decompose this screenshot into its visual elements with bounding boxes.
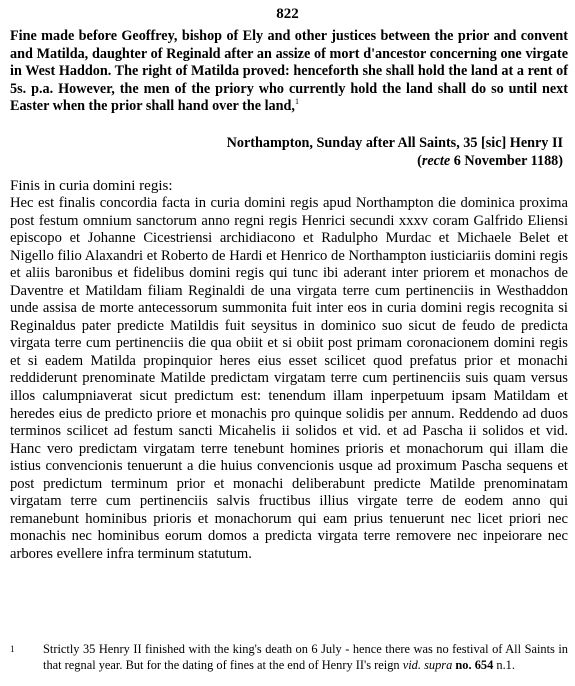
place-and-date [227, 135, 563, 170]
charter-text: Hec est finalis concordia facta in curia domini regis apud Northampton die dominica proxima post festum omnium sanctorum anno regni regis Henrici secundi xxxv coram Galfrido Eliensi episcopo et Johanne Cicestriensi archidiacono et Radulpho Murdac et Michaele Belet et Nigello filio Alaxandri et Roberto de Hardi et Henrico de Northampton iusticiariis domini regis et aliis baronibus et fidelibus domini regis qui tunc ibi aderant inter priorem et monachos de Daventre et Matildam filiam Reginaldi de una virgata terre cum pertinenciis in Westhaddon unde assisa de morte antecessorum summonita fuit inter eos in curia domini regis recognita si Reginaldus pater predicte Matildis fuit seysitus in dominico suo sicut de feudo de predicta virgata terre cum pertinenciis die qua obiit et si obiit post primam coronacionem domini regis et si eadem Matilda propinquior heres eius esset scilicet quod prefatus prior et monachi reddiderunt prenominate Matilde predictam virgatam terre cum pertinenciis suis quam versus illos calumpniaverat sicut predictum est: tenendum illam inperpetuum ipsam Matildam et heredes eius de predicto priore et monachis pro quinque solidis per annum. Reddendo ad duos terminos scilicet ad festum sancti Micahelis ii solidos et vid. et ad Pascha ii solidos et vid. Hanc vero predictam virgatam terre tenebunt homines prioris et monachorum qui illam die istius convencionis tenuerunt a die huius convencionis usque ad proximum Pascha sequens et post predictum terminum prior et monachi deliberabunt predicte Matilde prenominatam virgatam terre cum pertinenciis salvis fructibus illius virgate terre de eodem anno qui remanebunt hominibus prioris et monachorum qui eam prius tenuerunt nec licet priori nec monachis nec hominibus eorum domos a predicta virgata terre removere nec inpeiorare nec arbores evellere infra terminum statutum. [10, 195, 568, 562]
footnote-text [43, 641, 568, 673]
entry-summary [10, 28, 568, 116]
footnote-vid-supra: vid. supra [402, 658, 453, 672]
footnote-reference: 1 [294, 97, 299, 106]
footnote-no-label: no. 654 [452, 658, 494, 672]
charter-heading: Finis in curia domini regis: [10, 178, 173, 194]
footnote-text-a: Strictly 35 Henry II finished with the king's death on 6 July - hence there was no festival of All Saints in that regnal year. But for the dating of fines at the end of Henry II's reign [43, 642, 568, 672]
footnote-text-b: n.1. [493, 658, 515, 672]
page-number: 822 [276, 6, 299, 22]
date-open-paren: ( [417, 152, 422, 169]
date-rest: 6 November 1188) [450, 152, 563, 169]
footnote-mark: 1 [10, 644, 15, 654]
place-line: Northampton, Sunday after All Saints, 35 [sic] Henry II [226, 135, 563, 151]
recte-word: recte [421, 152, 451, 169]
footnote [10, 641, 568, 673]
summary-text: Fine made before Geoffrey, bishop of Ely and other justices between the prior and convent and Matilda, daughter of Reginald after an assize of mort d'ancestor concerning one virgate in West Haddon. The right of Matilda proved: henceforth she shall hold the land at a rent of 5s. p.a. However, the men of the priory who currently hold the land shall do so until next Easter when the prior shall hand over the land, [10, 28, 568, 114]
date-line [227, 153, 563, 171]
